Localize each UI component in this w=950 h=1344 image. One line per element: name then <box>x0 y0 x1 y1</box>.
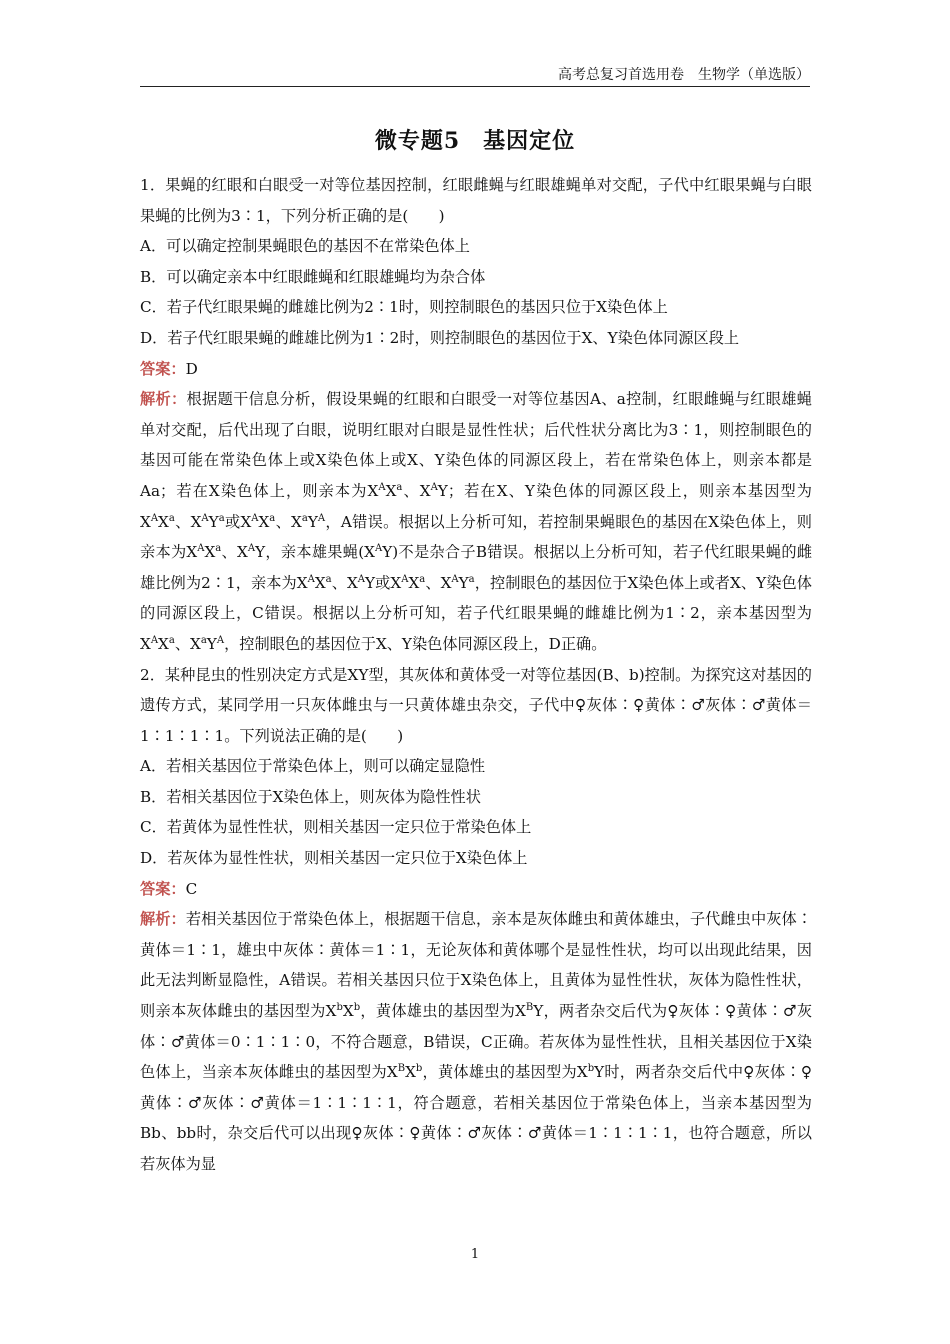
superscript: b <box>353 1001 361 1013</box>
main-content <box>140 170 812 1180</box>
question-2-option-b: B．若相关基因位于X染色体上，则灰体为隐性性状 <box>140 787 481 806</box>
superscript: a <box>218 512 225 524</box>
question-1-option-a: A．可以确定控制果蝇眼色的基因不在常染色体上 <box>140 237 470 256</box>
running-header: 高考总复习首选用卷 生物学（单选版） <box>140 66 810 87</box>
analysis-label: 解析： <box>140 390 187 409</box>
answer-label: 答案： <box>140 359 186 378</box>
superscript: a <box>301 512 308 524</box>
superscript: a <box>396 481 403 493</box>
analysis-text: Y <box>307 512 318 531</box>
superscript: A <box>197 543 205 555</box>
page-title: 微专题5 基因定位 <box>374 128 576 154</box>
analysis-text: X <box>158 634 169 653</box>
analysis-text: ，控制眼色的基因位于X染色体上或者X、Y染色体的同源区段上，C错误。根据以上分析可知，若子代红眼果蝇的雌雄比例为1∶2，亲本基因型为X <box>140 573 812 653</box>
analysis-text: X <box>405 1063 416 1082</box>
superscript: A <box>150 634 159 646</box>
analysis-text: Y)不是杂合子B错误。根据以上分析可知，若子代红眼果蝇的雌雄比例为2∶1，亲本为X <box>140 543 813 592</box>
question-1-option-c: C．若子代红眼果蝇的雌雄比例为2∶1时，则控制眼色的基因只位于X染色体上 <box>140 298 668 317</box>
analysis-text: 、X <box>331 573 358 592</box>
superscript: A <box>378 481 386 493</box>
analysis-text: Y <box>206 634 217 653</box>
analysis-label: 解析： <box>140 910 186 929</box>
page-number: 1 <box>470 1247 480 1262</box>
superscript: A <box>451 573 459 585</box>
superscript: A <box>307 573 315 585</box>
superscript: a <box>200 634 207 646</box>
analysis-text: ，黄体雄虫的基因型为X <box>360 1002 526 1021</box>
question-1-answer <box>140 354 812 385</box>
superscript: a <box>215 543 222 555</box>
question-2-analysis <box>140 904 812 1179</box>
superscript: A <box>401 573 409 585</box>
superscript: a <box>325 573 332 585</box>
superscript: A <box>357 573 366 585</box>
superscript: A <box>216 634 225 646</box>
analysis-text: 、X <box>275 512 302 531</box>
answer-value: C <box>185 879 198 898</box>
analysis-text: X <box>158 512 169 531</box>
analysis-text: Y或X <box>365 573 402 592</box>
question-2-option-d: D．若灰体为显性性状，则相关基因一定只位于X染色体上 <box>140 849 528 868</box>
superscript: A <box>150 512 159 524</box>
question-1-stem: 1．果蝇的红眼和白眼受一对等位基因控制，红眼雌蝇与红眼雄蝇单对交配，子代中红眼果蝇与白眼果蝇的比例为3∶1，下列分析正确的是( ) <box>140 176 812 225</box>
analysis-text: ，黄体雄虫的基因型为X <box>422 1063 588 1082</box>
analysis-text: Y；若在X、Y染色体的同源区段上，则亲本基因型为X <box>140 481 812 531</box>
analysis-text: ，控制眼色的基因位于X、Y染色体同源区段上，D正确。 <box>224 634 607 653</box>
superscript: B <box>397 1063 406 1075</box>
superscript: a <box>468 573 475 585</box>
superscript: A <box>251 512 259 524</box>
superscript: b <box>415 1063 423 1075</box>
analysis-text: 、X <box>425 573 452 592</box>
question-1-option-d: D．若子代红眼果蝇的雌雄比例为1∶2时，则控制眼色的基因位于X、Y染色体同源区段上 <box>140 328 740 347</box>
superscript: a <box>419 573 426 585</box>
superscript: a <box>168 634 175 646</box>
analysis-text: X <box>342 1002 354 1021</box>
question-2-option-a: A．若相关基因位于常染色体上，则可以确定显隐性 <box>140 757 486 776</box>
analysis-text: X <box>408 573 420 592</box>
superscript: A <box>317 512 326 524</box>
answer-label: 答案： <box>140 879 186 898</box>
analysis-text: Y时，两者杂交后代中♀灰体∶♀黄体∶♂灰体∶♂黄体＝1∶1∶1∶1，符合题意，若相关基因位于常染色体上，当亲本基因型为Bb、bb时，杂交后代可以出现♀灰体∶♀黄体∶♂灰体∶♂黄体＝1∶1∶1∶1，也符合题意，所以若灰体为显 <box>140 1063 813 1173</box>
superscript: A <box>201 512 209 524</box>
analysis-text: Y <box>208 512 219 531</box>
analysis-text: X <box>258 512 270 531</box>
analysis-text: X <box>314 573 326 592</box>
superscript: A <box>430 481 438 493</box>
superscript: b <box>336 1001 343 1013</box>
analysis-text: X <box>385 481 397 500</box>
superscript: B <box>525 1001 534 1013</box>
analysis-text: Y <box>458 573 469 592</box>
analysis-text: 或X <box>224 512 252 531</box>
question-2-answer <box>140 874 812 905</box>
analysis-text: 、X <box>174 634 201 653</box>
analysis-text: Y，亲本雄果蝇(X <box>255 543 375 562</box>
analysis-text: 若相关基因位于常染色体上，根据题干信息，亲本是灰体雌虫和黄体雄虫，子代雌虫中灰体∶黄体＝1∶1，雄虫中灰体∶黄体＝1∶1，无论灰体和黄体哪个是显性性状，均可以出现此结果，因此无法判断显隐性，A错误。若相关基因只位于X染色体上，且黄体为显性性状，灰体为隐性性状，则亲本灰体雌虫的基因型为X <box>140 910 813 1021</box>
analysis-text: 、X <box>221 543 248 562</box>
analysis-text: 、X <box>174 512 202 531</box>
question-2-stem: 2．某种昆虫的性别决定方式是XY型，其灰体和黄体受一对等位基因(B、b)控制。为探究这对基因的遗传方式，某同学用一只灰体雌虫与一只黄体雄虫杂交，子代中♀灰体∶♀黄体∶♂灰体∶♂黄体＝1∶1∶1∶1。下列说法正确的是( ) <box>140 665 812 745</box>
superscript: A <box>247 543 256 555</box>
question-2-option-c: C．若黄体为显性性状，则相关基因一定只位于常染色体上 <box>140 818 532 837</box>
question-1-option-b: B．可以确定亲本中红眼雌蝇和红眼雄蝇均为杂合体 <box>140 267 486 286</box>
answer-value: D <box>185 359 198 378</box>
superscript: a <box>168 512 175 524</box>
superscript: A <box>375 543 383 555</box>
analysis-text: 根据题干信息分析，假设果蝇的红眼和白眼受一对等位基因A、a控制，红眼雌蝇与红眼雄蝇单对交配，后代出现了白眼，说明红眼对白眼是显性性状；后代性状分离比为3∶1，则控制眼色的基因可能在常染色体上或X染色体上或X、Y染色体的同源区段上，若在常染色体上，则亲本都是Aa；若在X染色体上，则亲本为X <box>140 390 812 500</box>
superscript: b <box>587 1063 595 1075</box>
analysis-text: ，A错误。根据以上分析可知，若控制果蝇眼色的基因在X染色体上，则亲本为X <box>140 512 812 562</box>
analysis-text: 、X <box>402 481 431 500</box>
question-1-analysis <box>140 384 812 659</box>
superscript: a <box>269 512 276 524</box>
analysis-text: Y，两者杂交后代为♀灰体∶♀黄体∶♂灰体∶♂黄体＝0∶1∶1∶0，不符合题意，B错误，C正确。若灰体为显性性状，且相关基因位于X染色体上，当亲本灰体雌虫的基因型为X <box>140 1002 813 1082</box>
analysis-text: X <box>204 543 216 562</box>
